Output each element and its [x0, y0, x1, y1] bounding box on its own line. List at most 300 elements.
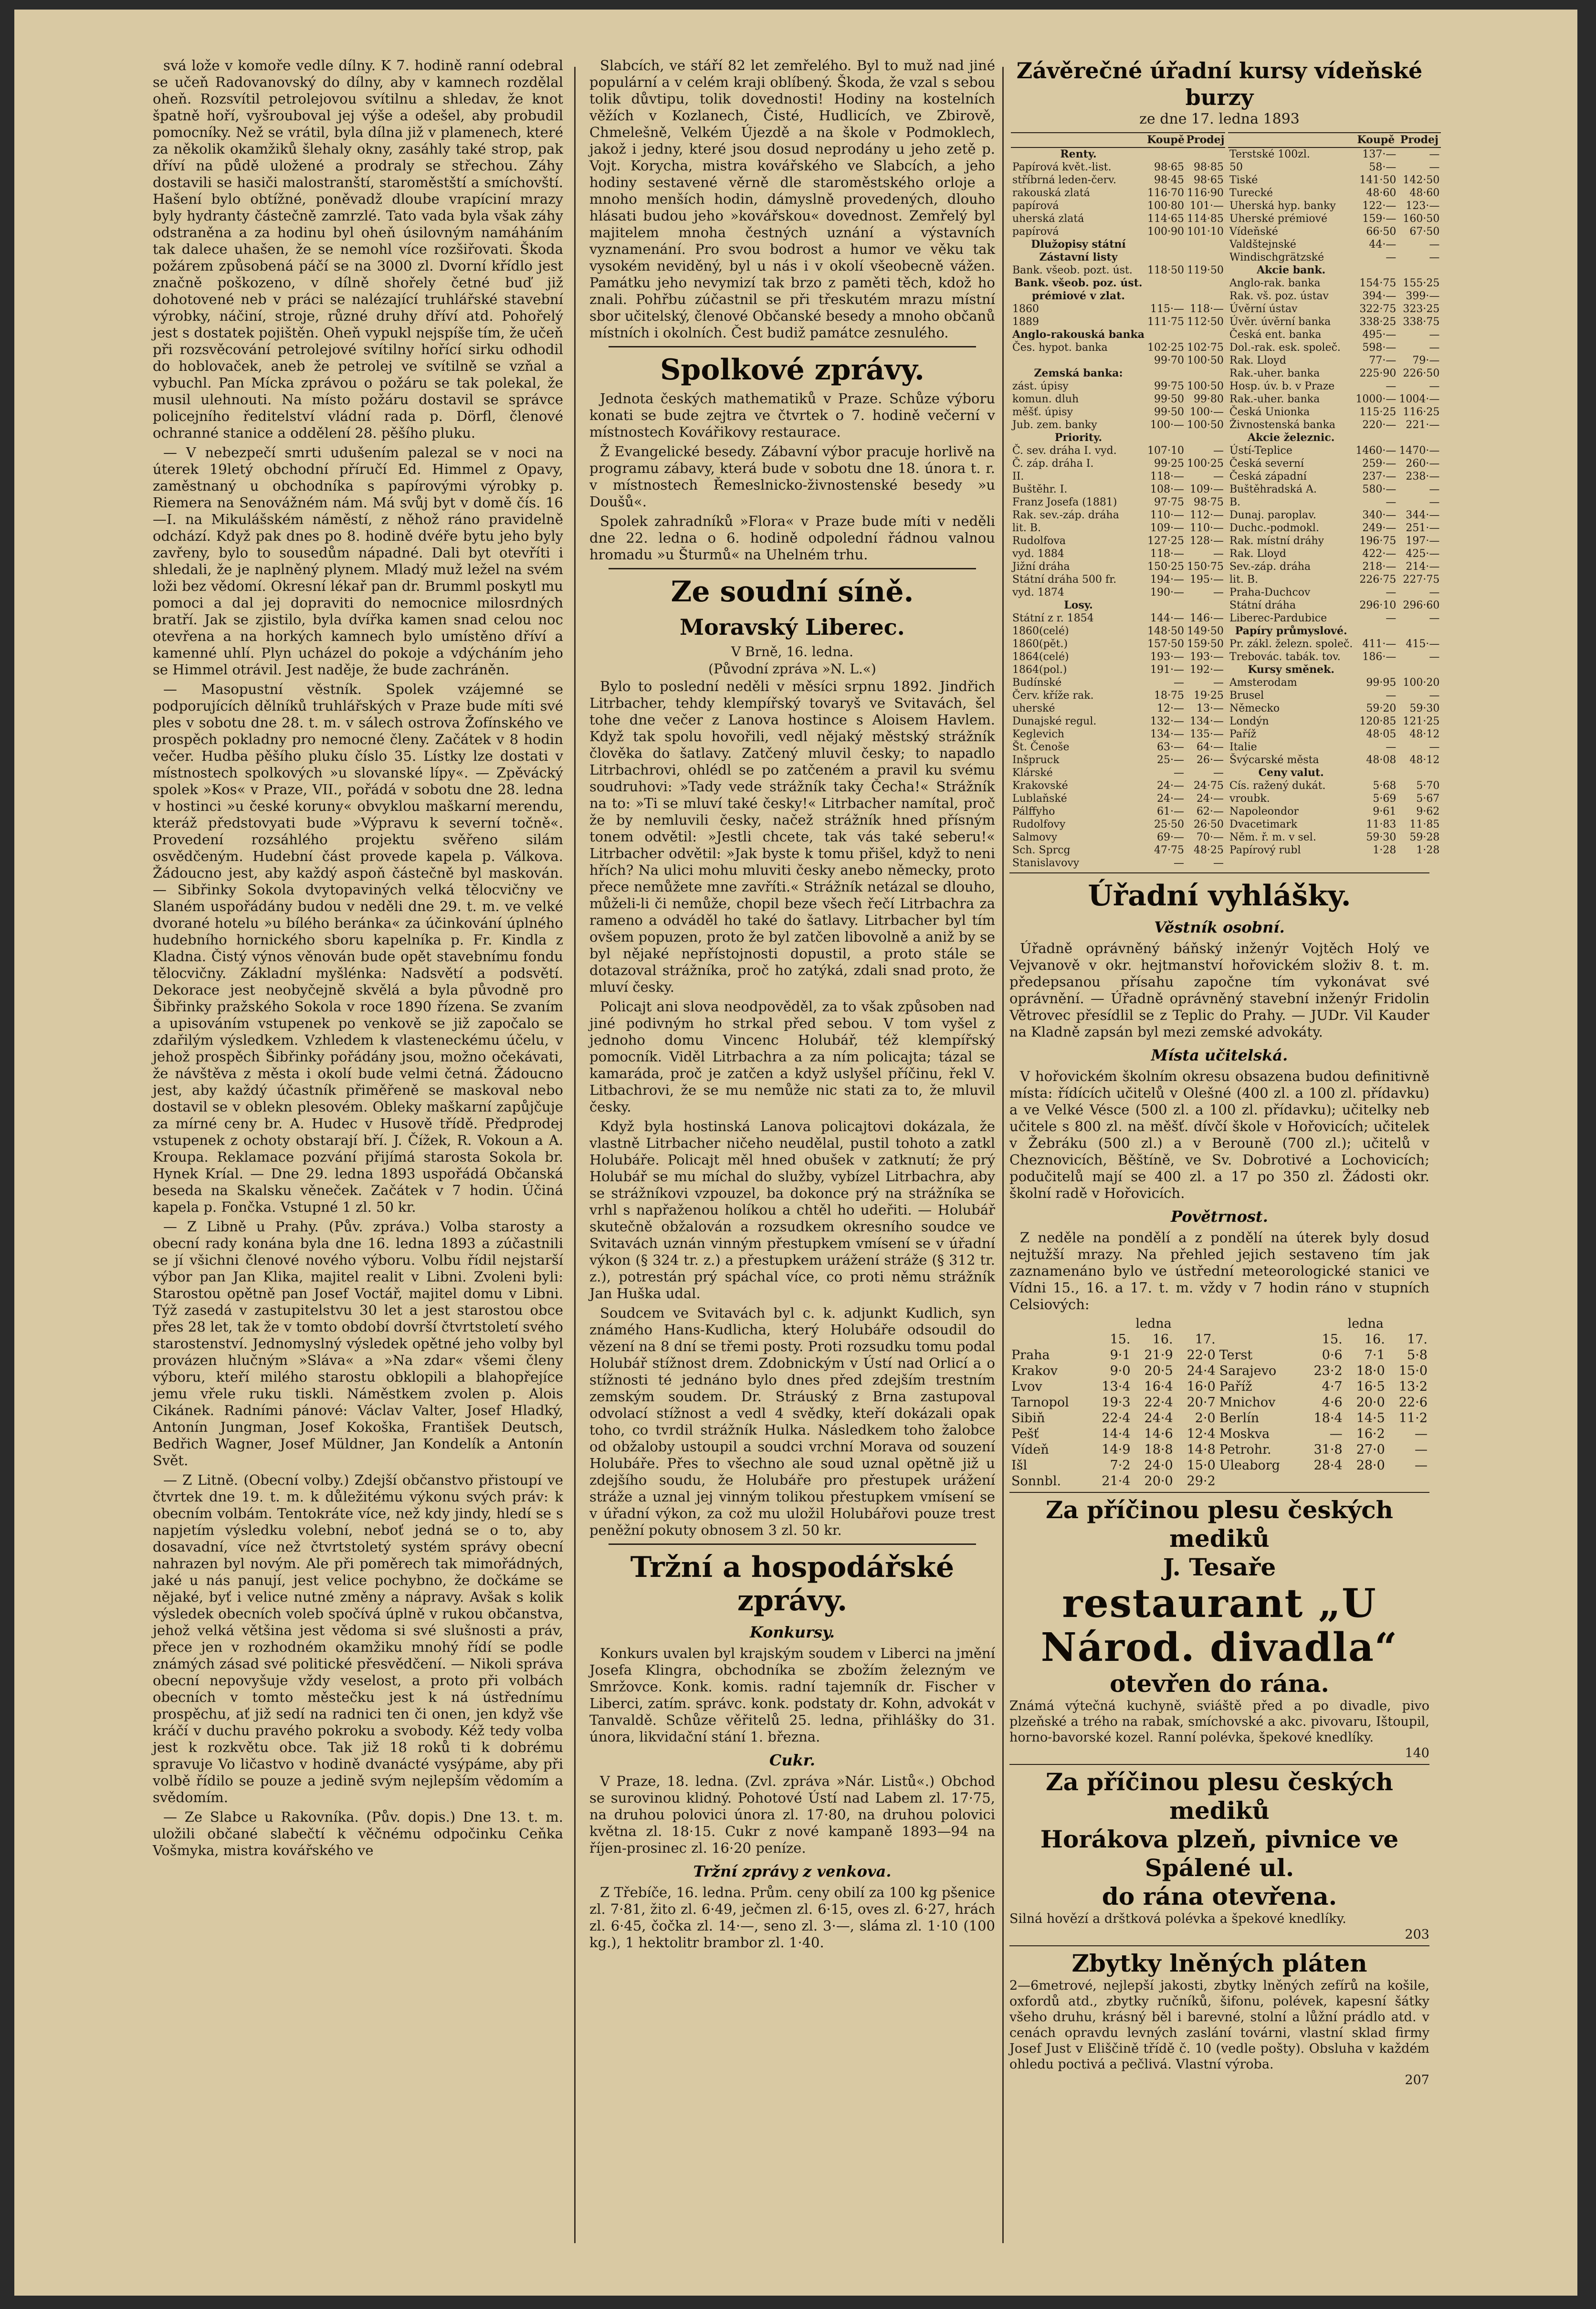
market-value: 150·25	[1147, 561, 1185, 573]
market-label: Sev.-záp. dráha	[1229, 561, 1311, 573]
market-value: 155·25	[1403, 277, 1440, 289]
market-value: 150·75	[1187, 561, 1224, 573]
market-value: —	[1174, 767, 1185, 779]
market-row	[1011, 225, 1225, 238]
market-label: zást. úpisy	[1012, 380, 1069, 392]
market-value	[1146, 599, 1186, 612]
separator	[1009, 1492, 1429, 1493]
market-row	[1228, 522, 1441, 535]
market-value: 9·61	[1373, 806, 1396, 818]
market-value: 99·80	[1194, 393, 1224, 405]
market-value: —	[1429, 329, 1440, 341]
market-value: —	[1429, 252, 1440, 263]
case-place: V Brně, 16. ledna.	[731, 644, 853, 660]
market-value: 59·30	[1366, 831, 1396, 843]
weather-value: 9·1	[1110, 1348, 1131, 1363]
market-value: 98·75	[1194, 496, 1224, 508]
weather-row	[1009, 1379, 1429, 1395]
market-label: vyd. 1884	[1012, 548, 1064, 560]
ad-just-body: 2—6metrové, nejlepší jakosti, zbytky lněných zefírů na košile, oxfordů atd., zbytky ručníků, šifonu, polévek, kapesní šátky všeho druhu, krásný běl i barevné, stolní a lůžní prádlo atd. v cenách opravdu levných zaslání továrni, vlastní sklad firmy Josef Just v Eliščině třídě č. 10 (vedle pošty). Obsluha v každém ohledu poctivá a pečlivá. Vlastní výroba.	[1009, 1978, 1429, 2072]
market-label: Terstské 100zl.	[1229, 148, 1310, 160]
market-value: —	[1213, 445, 1224, 457]
market-row	[1011, 586, 1225, 599]
cukr-text: V Praze, 18. ledna. (Zvl. zpráva »Nár. Listů«.) Obchod se surovinou klidný. Pohotové Ústí nad Labem zl. 17·75, na druhou polovici února zl. 17·80, na druhou polovici května zl. 18·15. Cukr z nové kampaně 1893—94 na říjen-prosinec zl. 16·20 peníze.	[589, 1773, 995, 1856]
market-label: Št. Čenoše	[1012, 741, 1070, 753]
market-row	[1228, 290, 1441, 303]
market-value: 1·28	[1373, 844, 1396, 856]
market-row	[1228, 547, 1441, 560]
market-value	[1354, 264, 1397, 277]
weather-city	[1218, 1473, 1302, 1489]
market-row	[1011, 315, 1225, 328]
market-row	[1228, 444, 1441, 457]
market-label: Krakovské	[1012, 780, 1068, 792]
article-fire: svá lože v komoře vedle dílny. K 7. hodině ranní odebral se učeň Radovanovský do dílny, aby v kamnech rozdělal oheň. Rozsvítil petrolejovou svítilnu a shledav, že knot špatně hoří, vyšrouboval jej výše a odešel, aby probudil pomocníky. Než se vrátil, byla dílna již v plamenech, které za několik okamžiků šlehaly okny, zasáhly také strop, pak dříví na půdě uložené a prodraly se střechou. Záhy dostavili se hasiči malostranští, staroměstští a smíchovští. Hašení bylo obtížné, poněvadž dloube vrapíciní mrazy byly hydranty částečně zamrzlé. Tato vada byla však záhy odstraněna a za hodinu byl oheň úsilovným namáháním tak dalece uhašen, že se nemohl více rozšiřovati. Škoda požárem způsobená páčí se na 3000 zl. Dvorní křídlo jest značně poškozeno, v dílně shořely četné buď již dohotovené neb v práci se nalézající truhlářské stavební výrobky, náčiní, stroje, různé druhy dříví atd. Pohořelý jest s dostatek pojištěn. Oheň vypukl nejspíše tím, že učeň při rozsvěcování petrolejové svítilny hořící sirku odhodil do hoblovaček, aneb že petrolej ve svítilně se vzňal a vybuchl. Pan Mícka zprávou o požáru se tak polekal, že musil ulehnouti. Na místo požáru dostavil se správce policejního ředitelství vládní rada p. Dörfl, členové ochranné stanice a oddělení 28. pěšího pluku.	[153, 57, 563, 441]
case-source: (Původní zpráva »N. L.«)	[708, 661, 876, 677]
market-value	[1146, 277, 1186, 290]
market-value: 99·25	[1154, 458, 1185, 470]
market-row	[1011, 303, 1225, 315]
market-row	[1228, 728, 1441, 741]
market-value	[1186, 599, 1225, 612]
market-value: 160·50	[1403, 213, 1440, 225]
market-row	[1011, 264, 1225, 277]
weather-value: 18·8	[1144, 1442, 1173, 1457]
market-label: II.	[1012, 471, 1024, 483]
market-row	[1228, 612, 1441, 625]
market-label: Praha-Duchcov	[1229, 587, 1311, 598]
case-paragraph: Policajt ani slova neodpověděl, za to však způsoben nad jiné podivným ho strkal před sebou. V tom vyšel z jednoho domu Vincenc Holubář, též klempířský pomocník. Viděl Litrbachra a za ním policajta; tázal se kamaráda, proč je zatčen a když uslyšel příčinu, řekl V. Litbachrovi, že se mu nemůže nic stati za to, že mluvil česky.	[589, 998, 995, 1115]
market-label: lit. B.	[1012, 522, 1041, 534]
case-title: Moravský Liberec.	[680, 614, 905, 640]
market-label: Duchc.-podmokl.	[1229, 522, 1319, 534]
market-label: prémiové v zlat.	[1031, 290, 1125, 302]
market-value: 98·85	[1194, 161, 1224, 173]
market-row	[1228, 225, 1441, 238]
market-value: 115·25	[1359, 406, 1396, 418]
market-row	[1228, 212, 1441, 225]
market-row	[1011, 483, 1225, 496]
market-label: Něm. ř. m. v sel.	[1229, 831, 1316, 843]
market-value: 44·—	[1369, 239, 1396, 251]
market-value: 101·10	[1187, 226, 1224, 238]
market-value: 159·50	[1187, 638, 1224, 650]
market-value: —	[1429, 612, 1440, 624]
market-row	[1011, 612, 1225, 625]
market-value: 63·—	[1157, 741, 1185, 753]
market-label: Rak. místní dráhy	[1229, 535, 1324, 547]
ad-tesar-open: otevřen do rána.	[1110, 1669, 1329, 1698]
subsection-cukr: Cukr.	[769, 1751, 815, 1769]
column-middle	[589, 57, 995, 1954]
market-label: Losy.	[1064, 599, 1093, 611]
market-value: 1004·—	[1399, 393, 1440, 405]
market-value	[1146, 431, 1186, 444]
market-row	[1228, 792, 1441, 805]
market-value: 220·—	[1362, 419, 1396, 431]
market-label: uherské	[1012, 703, 1055, 714]
market-label: Rak. sev.-záp. dráha	[1012, 509, 1119, 521]
market-value: 99·50	[1154, 393, 1185, 405]
market-label: Franz Josefa (1881)	[1012, 496, 1117, 508]
market-value: 190·—	[1150, 587, 1185, 598]
market-value: 97·75	[1154, 496, 1185, 508]
market-value: 99·75	[1154, 380, 1185, 392]
market-value: 107·10	[1147, 445, 1185, 457]
market-value	[1186, 328, 1225, 341]
market-label: Inšpruck	[1012, 754, 1060, 766]
market-value: 1470·—	[1399, 445, 1440, 457]
market-value: 67·50	[1409, 226, 1440, 238]
weather-value	[1387, 1473, 1429, 1489]
ad-horak-name: Horákova plzeň, pivnice ve Spálené ul.	[1040, 1825, 1399, 1882]
market-value: 11·85	[1409, 819, 1440, 830]
market-value: 154·75	[1359, 277, 1396, 289]
weather-value: 11·2	[1398, 1411, 1428, 1426]
weather-city: Sibiň	[1011, 1411, 1045, 1426]
market-value: 108·—	[1150, 483, 1185, 495]
weather-month: ledna	[1135, 1316, 1172, 1331]
market-value: 98·65	[1194, 174, 1224, 186]
weather-row	[1009, 1473, 1429, 1489]
market-value: 100·50	[1187, 419, 1224, 431]
market-value: —	[1213, 471, 1224, 483]
market-label: Buštěhradská A.	[1229, 483, 1317, 495]
market-value: 132·—	[1150, 715, 1185, 727]
subsection-pocasi: Povětrnost.	[1171, 1207, 1268, 1226]
weather-city: Terst	[1219, 1348, 1253, 1363]
weather-day: 15.	[1322, 1332, 1343, 1347]
market-label: 1864(celé)	[1012, 651, 1069, 663]
market-row	[1228, 483, 1441, 496]
market-row	[1228, 509, 1441, 522]
weather-value: 4·7	[1322, 1379, 1343, 1394]
market-row	[1011, 199, 1225, 212]
weather-value: 7·2	[1110, 1458, 1131, 1473]
market-label: Bank. všeob. pozt. úst.	[1012, 264, 1133, 276]
market-row	[1228, 663, 1441, 676]
market-row	[1011, 663, 1225, 676]
market-label: Anglo-rak. banka	[1229, 277, 1321, 289]
market-value: 5·67	[1416, 793, 1440, 805]
market-label: stříbrná leden-červ.	[1012, 174, 1116, 186]
market-row	[1228, 702, 1441, 715]
market-value: 226·75	[1359, 574, 1396, 586]
market-row	[1228, 651, 1441, 663]
market-row	[1011, 380, 1225, 393]
market-row	[1011, 754, 1225, 766]
konkursy-text: Konkurs uvalen byl krajským soudem v Liberci na jmění Josefa Klingra, obchodníka se zbožím železným ve Smržovce. Konk. komis. radní tajemník dr. Fischer v Liberci, zatím. správc. konk. podstaty dr. Kohn, advokát v Tanvaldě. Schůze věřitelů 25. ledna, přihlášky do 31. února, likvidační stání 1. března.	[589, 1645, 995, 1745]
market-value: 109·—	[1190, 483, 1224, 495]
market-label: Brusel	[1229, 690, 1264, 702]
market-value: —	[1213, 767, 1224, 779]
market-label: Italie	[1229, 741, 1257, 753]
market-row	[1228, 560, 1441, 573]
market-value: 186·—	[1362, 651, 1396, 663]
market-value: 148·50	[1147, 625, 1185, 637]
market-value: —	[1429, 741, 1440, 753]
market-value: 149·50	[1187, 625, 1224, 637]
market-value: 120·85	[1359, 715, 1396, 727]
weather-value: —	[1329, 1427, 1343, 1441]
weather-day: 16.	[1152, 1332, 1173, 1347]
market-row	[1011, 496, 1225, 509]
market-value: 196·75	[1359, 535, 1396, 547]
market-row	[1228, 818, 1441, 831]
market-value: 128·—	[1190, 535, 1224, 547]
market-value: 24·—	[1197, 793, 1224, 805]
weather-value: 12·4	[1186, 1427, 1216, 1441]
market-value: —	[1174, 857, 1185, 869]
col-koupe: Koupě	[1146, 133, 1186, 147]
market-value: 114·65	[1147, 213, 1185, 225]
weather-value: 20·5	[1144, 1364, 1173, 1378]
market-label: Dunajské regul.	[1012, 715, 1097, 727]
market-row	[1011, 779, 1225, 792]
market-value: 109·—	[1150, 522, 1185, 534]
separator	[1009, 1764, 1429, 1765]
market-title: Závěrečné úřadní kursy vídeňské burzy	[1016, 58, 1423, 110]
market-value: 100·25	[1187, 458, 1224, 470]
market-row	[1011, 419, 1225, 431]
weather-value: 14·6	[1144, 1427, 1173, 1441]
market-row	[1011, 741, 1225, 754]
market-label: Česká Unionka	[1229, 406, 1310, 418]
subsection-venkov: Tržní zprávy z venkova.	[693, 1862, 892, 1880]
market-value: 137·—	[1362, 148, 1396, 160]
weather-value: 16·5	[1356, 1379, 1385, 1394]
weather-row	[1009, 1426, 1429, 1442]
market-value: 237·—	[1362, 471, 1396, 483]
weather-row	[1009, 1395, 1429, 1410]
market-row	[1228, 779, 1441, 792]
weather-day: 17.	[1407, 1332, 1428, 1347]
market-value	[1186, 251, 1225, 264]
market-label: Buštěhr. I.	[1012, 483, 1068, 495]
market-row	[1011, 367, 1225, 380]
article-liben: — Z Libně u Prahy. (Pův. zpráva.) Volba starosty a obecní rady konána byla dne 16. ledna 1893 a zúčastnili se jí všichni členové nového výboru. Volbu řídil nejstarší výbor pan Jan Klika, majitel realit v Libni. Zvoleni byli: Starostou opětně pan Josef Voctář, majitel domu v Libni. Týž zasedá v zastupitelstvu 30 let a jest starostou obce přes 28 let, tak že v tomto období dovrší čtvrtstoletí svého starostenství. Jednomyslný výsledek opětné jeho volby byl provázen hlučným »Sláva« a »Na zdar« všemi členy výboru, kteří milého starostu obklopili a blahopřejíce jemu vřele ruku tiskli. Náměstkem zvolen p. Alois Cikánek. Radními pánové: Václav Valter, Josef Hladký, Antonín Jungman, Josef Kokoška, František Deutsch, Bedřich Wagner, Josef Müldner, Jan Kondelík a Antonín Svět.	[153, 1218, 563, 1469]
article-carnival: — Masopustní věstník. Spolek vzájemné se podporujících dělníků truhlářských v Praze bude míti své ples v sobotu dne 28. t. m. v sálech ostrova Žofínského ve prospěch pokladny pro nemocné členy. Začátek v 8 hodin večer. Hudba pěšího pluku číslo 35. Lístky lze dostati v místnostech spolkových »u slovanské lípy«. — Zpěvácký spolek »Kos« v Praze, VII., pořádá v sobotu dne 28. ledna v hostinci »u české koruny« obvyklou maškarní merendu, kteráž předstovyati bude »Výpravu k severní točně«. Provedení rozsáhlého projektu svěřeno silám osvědčeným. Hudební část provede kapela p. Válkova. Žádoucno jest, aby každý aspoň částečně byl maskován. — Sibřinky Sokola dvytopaviných velká tělocvičny ve Slaném uspořádány budou v neděli dne 29. t. m. ve velké dvorané hotelu »u bílého beránka« za účinkování úplného hudebního hornického sboru kapelníka p. Fr. Kindla z Kladna. Čistý výnos věnován bude opět stavebnímu fondu tělocvičny. Základní myšlénka: Nadsvětí a podsvětí. Dekorace jest neobyčejně skvělá a byla původně pro Šibřinky pražského Sokola v roce 1890 řízena. Se zvaním a upisováním vstupenek po venkově se již započalo se zdařilým výsledkem. Vzhledem k vlasteneckému účelu, v jehož prospěch Šibřinky pořádány jsou, možno očekávati, že návštěva z města i okolí bude velmi četná. Žádoucno jest, aby každý účastník přiměřeně se maskoval nebo dostavil se v oblekn plesovém. Obleky maškarní zapůjčuje za mírné ceny br. A. Hudec v Husově třídě. Předprodej vstupenek z ochoty obstarají bří. J. Čížek, R. Vokoun a A. Kroupa. Reklamace pozvání přijímá starosta Sokola br. Hynek Kríal. — Dne 29. ledna 1893 uspořádá Občanská beseda na Skalsku věneček. Začátek v 7 hodin. Účiná kapela p. Fončka. Vstupné 1 zl. 50 kr.	[153, 681, 563, 1215]
market-row	[1228, 328, 1441, 341]
weather-value: 24·0	[1144, 1458, 1173, 1473]
market-row	[1011, 547, 1225, 560]
weather-value: 20·7	[1186, 1395, 1216, 1410]
market-value: 135·—	[1190, 728, 1224, 740]
market-value	[1354, 431, 1397, 444]
market-value	[1146, 238, 1186, 251]
market-row	[1228, 419, 1441, 431]
market-value: —	[1429, 690, 1440, 702]
market-label: měšť. úpisy	[1012, 406, 1073, 418]
ad-number: 207	[1405, 2073, 1429, 2088]
market-value	[1146, 328, 1186, 341]
weather-value	[1302, 1473, 1344, 1489]
market-label: 1860(celé)	[1012, 625, 1069, 637]
weather-day: 15.	[1110, 1332, 1131, 1347]
ad-horak-body: Silná hovězí a drštková polévka a špekové knedlíky.	[1009, 1911, 1346, 1926]
market-row	[1228, 831, 1441, 844]
weather-city: Krakov	[1011, 1364, 1058, 1378]
case-paragraph: Bylo to poslední neděli v měsíci srpnu 1892. Jindřich Litrbacher, tehdy klempířský tovaryš ve Svitavách, šel tohe dne večer z Lanova hostince s Aloisem Havlem. Když tak spolu hovořili, vedl nějaký městský strážník člověka do šatlavy. Zatčený mluvil česky; to napadlo Litrbachrovi, ohlédl se po zatčeném a pravil ku svému soudruhovi: »Tady vede strážník taky Čecha!« Strážník na to: »Ti se mluví také česky!« Litrbacher namítal, proč že by nemluvili česky, načež strážník hned přísným tonem odvětil: »Jestli chcete, tak vás také seberu!« Litrbacher odvětil: »Jak byste k tomu přišel, když to neni hřích? Na ulici mohu mluviti česky anebo německy, proto přece nemůžete mne zavříti.« Strážník netázal se dlouho, můželi-li či nemůže, chopil beze všech řečí Litrbachra za rameno a odváděl ho také do šatlavy. Litrbacher byl tím ovšem popuzen, proto že byl zatčen libovolně a aniž by se byl nějaké nepřístojnosti dopustil, a proto stále se dotazoval strážníka, proč ho zatýká, zdali snad proto, že mluví česky.	[589, 678, 995, 995]
market-label: uherská zlatá	[1012, 213, 1084, 225]
market-value: —	[1213, 677, 1224, 689]
market-value: —	[1213, 587, 1224, 598]
market-value: —	[1386, 741, 1396, 753]
market-row	[1011, 431, 1225, 444]
market-value	[1186, 147, 1225, 161]
newspaper-page	[14, 10, 1577, 2296]
weather-day: 16.	[1364, 1332, 1385, 1347]
market-value: 238·—	[1406, 471, 1440, 483]
market-value	[1186, 277, 1225, 290]
market-value: 134·—	[1190, 715, 1224, 727]
weather-city: Moskva	[1219, 1427, 1270, 1441]
market-value: 221·—	[1406, 419, 1440, 431]
market-value: 193·—	[1190, 651, 1224, 663]
market-value: 338·25	[1359, 316, 1396, 328]
market-row	[1011, 766, 1225, 779]
market-row	[1228, 147, 1441, 161]
market-value: 5·70	[1416, 780, 1440, 792]
market-row	[1011, 792, 1225, 805]
market-label: Česká severní	[1229, 458, 1304, 470]
market-label: Zástavní listy	[1039, 251, 1118, 263]
market-label: Anglo-rakouská banka	[1012, 328, 1145, 341]
market-value	[1397, 663, 1441, 676]
market-value: 99·70	[1154, 355, 1185, 367]
case-paragraph: Když byla hostinská Lanova policajtovi dokázala, že vlastně Litrbacher ničeho neudělal, pustil tohoto a zatkl Holubáře. Policajt měl hned obušek v zatknutí; že prý Holubář se mu míchal do služby, vybízel Litrbachra, aby se strážníkovi vzpouzel, ba dokonce prý na strážníka se vrhl s napřaženou holíkou a chtěl ho udeřiti. — Holubář skutečně obžalován a rozsudkem okresního soudce ve Svitavách uznán vinným přestupkem vmísení se v úřadní výkon (§ 324 tr. z.) a přestupkem urážení stráže (§ 312 tr. z.), potrestán prý spáchal více, co proti němu strážník Jan Huška udal.	[589, 1118, 995, 1301]
weather-day	[1218, 1332, 1302, 1347]
market-value: 100·—	[1150, 419, 1185, 431]
market-value: 11·83	[1366, 819, 1396, 830]
market-value: 100·50	[1187, 355, 1224, 367]
market-label: Červ. kříže rak.	[1012, 690, 1094, 702]
market-label: Jub. zem. banky	[1012, 419, 1097, 431]
market-value: 100·50	[1187, 380, 1224, 392]
weather-value: 15·0	[1398, 1364, 1428, 1378]
ad-horak-top: Za příčinou plesu českých mediků	[1045, 1768, 1394, 1825]
weather-value: 22·4	[1144, 1395, 1173, 1410]
article-slabce: — Ze Slabce u Rakovníka. (Pův. dopis.) Dne 13. t. m. uložili občané slabečtí k věčnému odpočinku Ceňka Vošmyka, mistra kovářského ve	[153, 1809, 563, 1858]
market-row	[1011, 212, 1225, 225]
market-value: 422·—	[1362, 548, 1396, 560]
market-value: 259·—	[1362, 458, 1396, 470]
market-row	[1228, 741, 1441, 754]
weather-city: Išl	[1011, 1458, 1028, 1473]
market-row	[1228, 599, 1441, 612]
market-row	[1228, 844, 1441, 857]
market-row	[1228, 264, 1441, 277]
weather-value: 9·0	[1110, 1364, 1131, 1378]
market-row	[1011, 290, 1225, 303]
market-row	[1011, 818, 1225, 831]
subsection-ucitelska: Místa učitelská.	[1151, 1046, 1288, 1064]
market-value: 24·75	[1194, 780, 1224, 792]
market-label: Renty.	[1060, 148, 1097, 160]
market-row	[1011, 354, 1225, 367]
market-value: 123·—	[1406, 200, 1440, 212]
market-value	[1186, 290, 1225, 303]
market-value: 322·75	[1359, 303, 1396, 315]
market-value	[1146, 147, 1186, 161]
market-value: 144·—	[1150, 612, 1185, 624]
market-label: Dunaj. paroplav.	[1229, 509, 1316, 521]
weather-row	[1009, 1458, 1429, 1473]
market-row	[1011, 573, 1225, 586]
market-value: 1000·—	[1355, 393, 1396, 405]
spolkove-item: Spolek zahradníků »Flora« v Praze bude míti v neděli dne 22. ledna o 6. hodině odpolední řádnou valnou hromadu »u Šturmů« na Uhelném trhu.	[589, 513, 995, 563]
market-row	[1228, 199, 1441, 212]
market-row	[1228, 367, 1441, 380]
market-value: 13·—	[1197, 703, 1224, 714]
market-value: —	[1429, 161, 1440, 173]
market-label: Uherská hyp. banky	[1229, 200, 1336, 212]
market-value: —	[1429, 651, 1440, 663]
weather-value: 14·5	[1356, 1411, 1385, 1426]
market-value: 102·75	[1187, 342, 1224, 354]
market-value: 12·—	[1157, 703, 1185, 714]
market-row	[1228, 676, 1441, 689]
market-row	[1228, 470, 1441, 483]
weather-value: 21·4	[1102, 1474, 1131, 1489]
weather-value: 18·4	[1313, 1411, 1343, 1426]
market-value: 98·65	[1154, 161, 1185, 173]
market-row	[1011, 715, 1225, 728]
market-value: 59·30	[1409, 703, 1440, 714]
market-label: 50	[1229, 161, 1243, 173]
market-label: Budínské	[1012, 677, 1062, 689]
market-value: 62·—	[1197, 806, 1224, 818]
weather-city: Vídeň	[1011, 1442, 1049, 1457]
market-label: 1889	[1012, 316, 1039, 328]
market-value: 323·25	[1403, 303, 1440, 315]
separator	[609, 1543, 976, 1545]
market-label: vyd. 1874	[1012, 587, 1064, 598]
market-value: 192·—	[1190, 664, 1224, 676]
market-label: Rak. Lloyd	[1229, 355, 1286, 367]
weather-value: 24·4	[1144, 1411, 1173, 1426]
market-value: 338·75	[1403, 316, 1440, 328]
market-row	[1011, 857, 1225, 870]
market-label: Salmovy	[1012, 831, 1058, 843]
case-paragraph: Soudcem ve Svitavách byl c. k. adjunkt Kudlich, syn známého Hans-Kudlicha, který Holubáře odsoudil do vězení na 8 dní se třemi posty. Proti rozsudku tomu podal Holubář stížnost drem. Zdobnickým v Ústí nad Orlicí a o stížnosti té jednáno bylo dnes před zdejším trestním zemským soudem. Dr. Stráuský z Brna zastupoval odvolací stížnost a vedl 4 svědky, kteří dokázali opak toho, co tvrdil strážník Hulka. Následkem toho žalobce od obžaloby ustoupil a soudci vrchní Morava od souzení Holubáře. Přes to všechno ale soud uznal opětně již u zdejšího soudu, že Holubáře pro přestupek urážení stráže a uznal jej vinným tolikou přestupkem vmísení se v úřadní výkon, za což mu uložil Holubářovi pouze trest peněžní pokuty obnosem 3 zl. 50 kr.	[589, 1305, 995, 1538]
market-value: 26·50	[1194, 819, 1224, 830]
market-row	[1011, 535, 1225, 547]
market-label: Zemská banka:	[1034, 367, 1123, 379]
market-row	[1228, 251, 1441, 264]
market-value: 100·90	[1147, 226, 1185, 238]
weather-value: 31·8	[1313, 1442, 1343, 1457]
weather-day: 17.	[1195, 1332, 1216, 1347]
market-value: 98·45	[1154, 174, 1185, 186]
weather-city: Pešť	[1011, 1427, 1039, 1441]
market-value	[1186, 431, 1225, 444]
ad-tesar-body: Známá výtečná kuchyně, sviáště před a po divadle, pivo plzeňské a trého na rabak, smíchovské a akc. pivovaru, Ištoupil, horno-bavorské kozel. Ranní polévka, špekové knedlíky.	[1009, 1699, 1429, 1745]
market-label: Klárské	[1012, 767, 1053, 779]
market-row	[1228, 174, 1441, 187]
weather-row	[1009, 1363, 1429, 1379]
market-row	[1228, 303, 1441, 315]
weather-value: 16·2	[1356, 1427, 1385, 1441]
market-value: 141·50	[1359, 174, 1396, 186]
market-label: Živnostenská banka	[1229, 419, 1336, 431]
market-label: Státní dráha	[1229, 599, 1296, 611]
market-value: 47·75	[1154, 844, 1185, 856]
market-value	[1146, 290, 1186, 303]
market-value: —	[1386, 252, 1396, 263]
market-row	[1011, 728, 1225, 741]
market-value: 26·—	[1197, 754, 1224, 766]
